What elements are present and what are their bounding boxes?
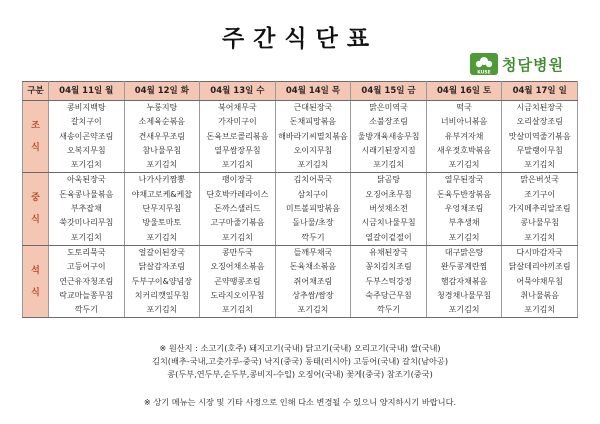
menu-cell: 포기김치: [502, 303, 578, 318]
menu-cell: 콩비지백탕: [49, 101, 125, 116]
menu-row: [23, 101, 578, 116]
meal-label-bottom: 식: [31, 142, 40, 153]
clover-logo-icon: [470, 53, 498, 75]
menu-cell: 가지메추리알조림: [502, 202, 578, 216]
menu-row: [23, 173, 578, 188]
meal-label-top: 석: [31, 265, 40, 276]
menu-cell: 방울토마토: [124, 216, 200, 230]
menu-row: [23, 115, 578, 129]
day-header: 04월 12일 화: [124, 82, 200, 101]
menu-cell: 햄감자채볶음: [426, 275, 502, 289]
menu-cell: 포기김치: [502, 158, 578, 173]
day-header: 04월 11일 월: [49, 82, 125, 101]
menu-cell: 돈까스샐러드: [200, 202, 276, 216]
menu-cell: 돈육두반장볶음: [426, 188, 502, 202]
menu-cell: 아욱된장국: [49, 173, 125, 188]
menu-cell: 콩만두국: [200, 245, 276, 260]
menu-cell: 나가사키짬뽕: [124, 173, 200, 188]
menu-cell: 맑은미역국: [351, 101, 427, 116]
meal-label-bottom: 식: [31, 287, 40, 298]
day-header: 04월 16일 토: [426, 82, 502, 101]
menu-cell: 어묵야채무침: [502, 275, 578, 289]
change-notice: ※ 상기 메뉴는 시장 및 기타 사정으로 인해 다소 변경될 수 있으니 양지하시기 바랍니다.: [143, 397, 457, 407]
menu-row: [23, 216, 578, 230]
origin-note-line: 콩(두부,연두부,순두부,콩비지-수입) 오징어(국내) 꽃게(중국) 참조기(중국): [167, 369, 433, 379]
hospital-logo: [470, 52, 564, 76]
origin-note-line: ※ 원산지 : 소고기(호주) 돼지고기(국내) 닭고기(국내) 오리고기(국내) 쌀(국내): [159, 343, 441, 353]
menu-cell: 포기김치: [426, 231, 502, 246]
menu-cell: 돈육콩나물볶음: [49, 188, 125, 202]
menu-cell: 오징어채소볶음: [200, 260, 276, 274]
menu-cell: 팽이장국: [200, 173, 276, 188]
menu-cell: 북어채무국: [200, 101, 276, 116]
menu-cell: 가자미구이: [200, 115, 276, 129]
menu-cell: 시금치된장국: [502, 101, 578, 116]
menu-cell: 쥐어채조림: [275, 275, 351, 289]
menu-row: [23, 188, 578, 202]
menu-cell: 돈육브로콜리볶음: [200, 130, 276, 144]
meal-label-bottom: 식: [31, 215, 40, 226]
menu-cell: 돈육채소볶음: [275, 260, 351, 274]
menu-row: [23, 130, 578, 144]
menu-cell: 완두콩계란찜: [426, 260, 502, 274]
menu-cell: 도토리묵국: [49, 245, 125, 260]
menu-cell: 포기김치: [124, 303, 200, 318]
menu-cell: 김치어묵국: [275, 173, 351, 188]
menu-cell: 맑은버섯국: [502, 173, 578, 188]
menu-cell: 조기구이: [502, 188, 578, 202]
menu-cell: 무말랭이무침: [502, 144, 578, 158]
menu-cell: 열갈이겉절이: [351, 231, 427, 246]
menu-cell: 떡국: [426, 101, 502, 116]
menu-cell: 단호박카레라이스: [200, 188, 276, 202]
menu-cell: 취나물볶음: [502, 289, 578, 303]
menu-row: [23, 202, 578, 216]
origin-notes: [0, 342, 600, 381]
menu-cell: 깍두기: [275, 231, 351, 246]
menu-cell: 고등어구이: [49, 260, 125, 274]
menu-cell: 포기김치: [275, 303, 351, 318]
menu-row: [23, 245, 578, 260]
menu-cell: 들깨무채국: [275, 245, 351, 260]
menu-cell: 두부스틱강정: [351, 275, 427, 289]
menu-cell: 고구마줄기볶음: [200, 216, 276, 230]
day-header: 04월 17일 일: [502, 82, 578, 101]
menu-cell: 포기김치: [426, 303, 502, 318]
menu-cell: 포기김치: [200, 303, 276, 318]
menu-cell: 돌나물/초장: [275, 216, 351, 230]
menu-cell: 오복지무침: [49, 144, 125, 158]
day-header: 04월 15일 금: [351, 82, 427, 101]
menu-cell: 포기김치: [49, 231, 125, 246]
menu-cell: 오징어초무침: [351, 188, 427, 202]
menu-cell: 야채고로케&케찹: [124, 188, 200, 202]
menu-cell: 오리살장조림: [502, 115, 578, 129]
menu-cell: 꽁치김치조림: [351, 260, 427, 274]
menu-cell: 포기김치: [49, 158, 125, 173]
menu-cell: 포기김치: [351, 158, 427, 173]
menu-cell: 상추쌈/쌈장: [275, 289, 351, 303]
menu-cell: 누룽지탕: [124, 101, 200, 116]
meal-label-top: 중: [31, 193, 40, 204]
menu-cell: 닭살감자조림: [124, 260, 200, 274]
weekly-menu-table: [22, 81, 578, 318]
menu-cell: 연근유자청조림: [49, 275, 125, 289]
menu-cell: 도라지오이무침: [200, 289, 276, 303]
menu-cell: 포기김치: [124, 231, 200, 246]
menu-cell: 버섯채소전: [351, 202, 427, 216]
menu-cell: 미트볼피망볶음: [275, 202, 351, 216]
meal-label: [23, 101, 49, 173]
menu-cell: 열무된장국: [426, 173, 502, 188]
menu-cell: 포기김치: [124, 158, 200, 173]
menu-cell: 근대된장국: [275, 101, 351, 116]
menu-cell: 갈치구이: [49, 115, 125, 129]
menu-row: [23, 275, 578, 289]
menu-cell: 오이지무침: [275, 144, 351, 158]
menu-cell: 울방개육새송무침: [351, 130, 427, 144]
menu-cell: 포기김치: [200, 231, 276, 246]
menu-cell: 포기김치: [200, 158, 276, 173]
logo-subtext: KUSE: [477, 70, 491, 75]
menu-cell: 얼갈이된장국: [124, 245, 200, 260]
menu-cell: 대구맑은탕: [426, 245, 502, 260]
menu-cell: 청경채나물무침: [426, 289, 502, 303]
menu-cell: 유부겨자채: [426, 130, 502, 144]
menu-row: [23, 303, 578, 318]
menu-cell: 새우젓호박볶음: [426, 144, 502, 158]
meal-label: [23, 245, 49, 317]
menu-cell: 견새우무조림: [124, 130, 200, 144]
menu-cell: 너비아니볶음: [426, 115, 502, 129]
menu-cell: 콩나물무침: [502, 216, 578, 230]
menu-cell: 포기김치: [275, 158, 351, 173]
menu-cell: 포기김치: [502, 231, 578, 246]
menu-cell: 깍두기: [49, 303, 125, 318]
menu-cell: 닭살데리야끼조림: [502, 260, 578, 274]
menu-row: [23, 144, 578, 158]
menu-cell: 부추생채: [426, 216, 502, 230]
menu-cell: 쑥갓미나리무침: [49, 216, 125, 230]
menu-cell: 포기김치: [426, 158, 502, 173]
menu-cell: 단무지무침: [124, 202, 200, 216]
menu-cell: 돈채피망볶음: [275, 115, 351, 129]
corner-header: 구분: [23, 82, 49, 101]
menu-cell: 시금치나물무침: [351, 216, 427, 230]
menu-cell: 숙주당근무침: [351, 289, 427, 303]
menu-cell: 부추잡채: [49, 202, 125, 216]
logo-name: 청담병원: [502, 55, 564, 74]
day-header-row: [23, 82, 578, 101]
menu-row: [23, 260, 578, 274]
menu-cell: 유채된장국: [351, 245, 427, 260]
menu-cell: 열무쌈장무침: [200, 144, 276, 158]
menu-cell: 맛살미역줄기볶음: [502, 130, 578, 144]
day-header: 04월 13일 수: [200, 82, 276, 101]
origin-note-line: 김치(배추-국내,고춧가루-중국) 낙지(중국) 동태(러시아) 고등어(국내) 갈치(남아공): [151, 356, 449, 366]
menu-cell: 닭곰탕: [351, 173, 427, 188]
menu-cell: 다시마감자국: [502, 245, 578, 260]
menu-cell: 락교마늘쫑무침: [49, 289, 125, 303]
day-header: 04월 14일 목: [275, 82, 351, 101]
menu-cell: 시래기된장지짐: [351, 144, 427, 158]
menu-cell: 소불장조림: [351, 115, 427, 129]
meal-label: [23, 173, 49, 245]
menu-cell: 참나물무침: [124, 144, 200, 158]
page-title: 주간식단표: [221, 26, 379, 52]
menu-row: [23, 231, 578, 246]
menu-row: [23, 289, 578, 303]
menu-cell: 두부구이&양념장: [124, 275, 200, 289]
menu-row: [23, 158, 578, 173]
menu-cell: 치커리깻잎무침: [124, 289, 200, 303]
menu-cell: 깍두기: [351, 303, 427, 318]
menu-cell: 삼치구이: [275, 188, 351, 202]
menu-cell: 곤약땡콩조림: [200, 275, 276, 289]
menu-cell: 우엉채조림: [426, 202, 502, 216]
menu-cell: 소제육순볶음: [124, 115, 200, 129]
menu-cell: 해바라기씨멸치볶음: [275, 130, 351, 144]
meal-label-top: 조: [31, 120, 40, 131]
menu-cell: 새송이곤약조림: [49, 130, 125, 144]
